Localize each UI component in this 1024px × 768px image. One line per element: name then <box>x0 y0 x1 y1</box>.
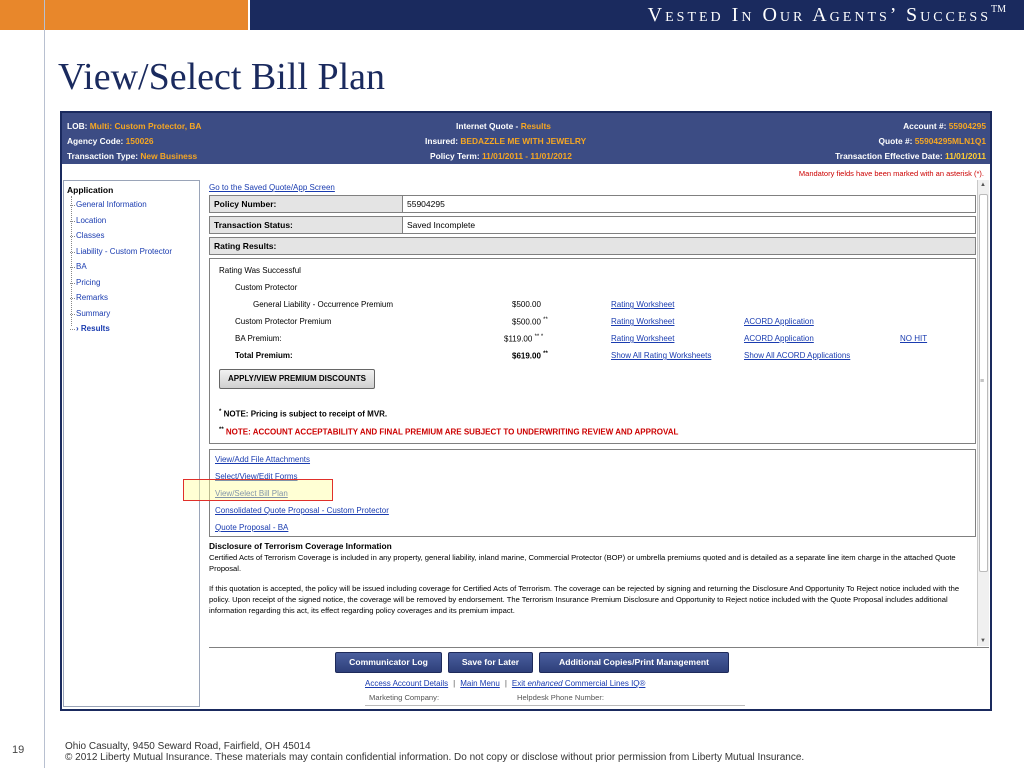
bill-plan-highlight-box <box>183 479 333 501</box>
insured-field: Insured: BEDAZZLE ME WITH JEWELRY <box>425 136 587 146</box>
quote-number-field: Quote #: 55904295MLN1Q1 <box>878 136 986 146</box>
transaction-status-value: Saved Incomplete <box>407 220 476 230</box>
account-number-field: Account #: 55904295 <box>903 121 986 131</box>
cp-rating-worksheet-link[interactable]: Rating Worksheet <box>611 317 675 326</box>
quote-proposal-ba-link[interactable]: Quote Proposal - BA <box>215 523 289 532</box>
vertical-scrollbar[interactable] <box>977 180 989 646</box>
orange-accent-bar <box>0 0 248 30</box>
terrorism-disclosure-paragraph-1: Certified Acts of Terrorism Coverage is included in any property, general liability, inland marine, Commercial Protector (BOP) or umbrella premiums quoted and is detailed as a separate line item charge in the attached Quote Proposal. <box>209 553 956 573</box>
scroll-grip-icon: ≡ <box>980 378 985 385</box>
rating-results-row <box>209 237 976 255</box>
ba-acord-application-link[interactable]: ACORD Application <box>744 334 814 343</box>
nav-item-summary[interactable]: Summary <box>76 309 110 318</box>
scroll-up-arrow-icon[interactable]: ▲ <box>980 182 986 188</box>
helpdesk-phone-label: Helpdesk Phone Number: <box>517 693 604 702</box>
footer-divider <box>365 705 745 706</box>
quote-header <box>62 113 990 164</box>
cp-acord-application-link[interactable]: ACORD Application <box>744 317 814 326</box>
scroll-down-arrow-icon[interactable]: ▼ <box>980 638 986 644</box>
nav-item-remarks[interactable]: Remarks <box>76 293 108 302</box>
consolidated-quote-proposal-link[interactable]: Consolidated Quote Proposal - Custom Protector <box>215 506 389 515</box>
agency-code-field: Agency Code: 150026 <box>67 136 154 146</box>
rating-results-panel <box>209 258 976 444</box>
nav-title: Application <box>67 185 114 195</box>
nav-item-classes[interactable]: Classes <box>76 231 104 240</box>
policy-number-value: 55904295 <box>407 199 445 209</box>
view-add-file-attachments-link[interactable]: View/Add File Attachments <box>215 455 311 464</box>
terrorism-disclosure-title: Disclosure of Terrorism Coverage Information <box>209 541 392 551</box>
underwriting-note: ** NOTE: ACCOUNT ACCEPTABILITY AND FINAL PREMIUM ARE SUBJECT TO UNDERWRITING REVIEW AND APPROVAL <box>219 427 679 437</box>
ba-premium-amount: $119.00 ** * <box>504 334 544 344</box>
gl-premium-label: General Liability - Occurrence Premium <box>253 300 394 309</box>
nav-item-pricing[interactable]: Pricing <box>76 278 100 287</box>
copyright-notice: © 2012 Liberty Mutual Insurance. These materials may contain confidential information. Do not copy or disclose without prior permission from Liberty Mutual Insurance. <box>65 752 805 763</box>
tagline: Vested In Our Agents’ Success™ <box>647 4 1006 26</box>
nav-item-results[interactable]: › Results <box>76 324 110 333</box>
gl-rating-worksheet-link[interactable]: Rating Worksheet <box>611 300 675 309</box>
nav-item-location[interactable]: Location <box>76 216 106 225</box>
no-hit-link[interactable]: NO HIT <box>900 334 928 343</box>
terrorism-disclosure-paragraph-2: If this quotation is accepted, the policy will be issued including coverage for Certified Acts of Terrorism. The coverage can be rejected by signing and returning the Disclosure And Opportunity To Reject notice included with the policy. Upon receipt of the signed notice, the coverage will be removed by endorsement. The Terrorism Insurance Premium Disclosure and Opportunity to Reject notice included with the Quote Proposal includes additional information regarding this act, its effect regarding policy coverages and its premium impact. <box>209 584 960 615</box>
policy-number-row <box>209 195 976 213</box>
transaction-status-row <box>209 216 976 234</box>
application-nav <box>63 180 200 707</box>
exit-commercial-lines-link[interactable]: Exit enhanced Commercial Lines IQ® <box>511 679 646 688</box>
select-view-edit-forms-link[interactable]: Select/View/Edit Forms <box>215 472 298 481</box>
button-bar-divider <box>209 647 989 648</box>
nav-item-ba[interactable]: BA <box>76 262 87 271</box>
tree-connector <box>71 196 72 326</box>
company-address: Ohio Casualty, 9450 Seward Road, Fairfield, OH 45014 <box>65 741 311 752</box>
ba-premium-label: BA Premium: <box>235 334 282 343</box>
view-select-bill-plan-link[interactable]: View/Select Bill Plan <box>215 489 288 498</box>
gl-premium-amount: $500.00 <box>512 300 541 309</box>
ba-rating-worksheet-link[interactable]: Rating Worksheet <box>611 334 675 343</box>
access-account-details-link[interactable]: Access Account Details <box>365 679 449 688</box>
lob-field: LOB: Multi: Custom Protector, BA <box>67 121 202 131</box>
additional-copies-button[interactable]: Additional Copies/Print Management <box>539 652 729 673</box>
mandatory-fields-note: Mandatory fields have been marked with an asterisk (*). <box>798 169 984 178</box>
goto-saved-quote-link[interactable]: Go to the Saved Quote/App Screen <box>209 183 335 192</box>
tagline-banner <box>250 0 1024 30</box>
slide-margin-line <box>44 0 45 768</box>
total-premium-label: Total Premium: <box>235 351 293 360</box>
nav-item-liability[interactable]: Liability - Custom Protector <box>76 247 172 256</box>
policy-term-field: Policy Term: 11/01/2011 - 11/01/2012 <box>430 151 572 161</box>
slide-title: View/Select Bill Plan <box>58 56 386 98</box>
effective-date-field: Transaction Effective Date: 11/01/2011 <box>835 151 986 161</box>
transaction-status-label: Transaction Status: <box>210 217 403 233</box>
marketing-company-label: Marketing Company: <box>369 693 440 702</box>
nav-item-general-information[interactable]: General Information <box>76 200 147 209</box>
custom-protector-heading: Custom Protector <box>235 283 298 292</box>
transaction-type-field: Transaction Type: New Business <box>67 151 198 161</box>
save-for-later-button[interactable]: Save for Later <box>448 652 533 673</box>
internet-quote-field: Internet Quote - Results <box>456 121 551 131</box>
cp-premium-label: Custom Protector Premium <box>235 317 332 326</box>
communicator-log-button[interactable]: Communicator Log <box>335 652 442 673</box>
slide-page-number: 19 <box>12 744 25 756</box>
apply-premium-discounts-button[interactable]: APPLY/VIEW PREMIUM DISCOUNTS <box>219 369 375 389</box>
terrorism-disclosure <box>209 541 974 625</box>
rating-results-label: Rating Results: <box>210 238 975 254</box>
mvr-note: * NOTE: Pricing is subject to receipt of MVR. <box>219 409 388 419</box>
show-all-rating-worksheets-link[interactable]: Show All Rating Worksheets <box>611 351 712 360</box>
total-premium-amount: $619.00 ** <box>512 351 548 361</box>
app-window <box>60 111 992 711</box>
policy-number-label: Policy Number: <box>210 196 403 212</box>
cp-premium-amount: $500.00 ** <box>512 317 548 327</box>
rating-status: Rating Was Successful <box>219 266 301 275</box>
show-all-acord-applications-link[interactable]: Show All ACORD Applications <box>744 351 851 360</box>
main-menu-link[interactable]: Main Menu <box>460 679 500 688</box>
footer-links: Access Account Details | Main Menu | Exit enhanced Commercial Lines IQ® <box>365 679 646 688</box>
